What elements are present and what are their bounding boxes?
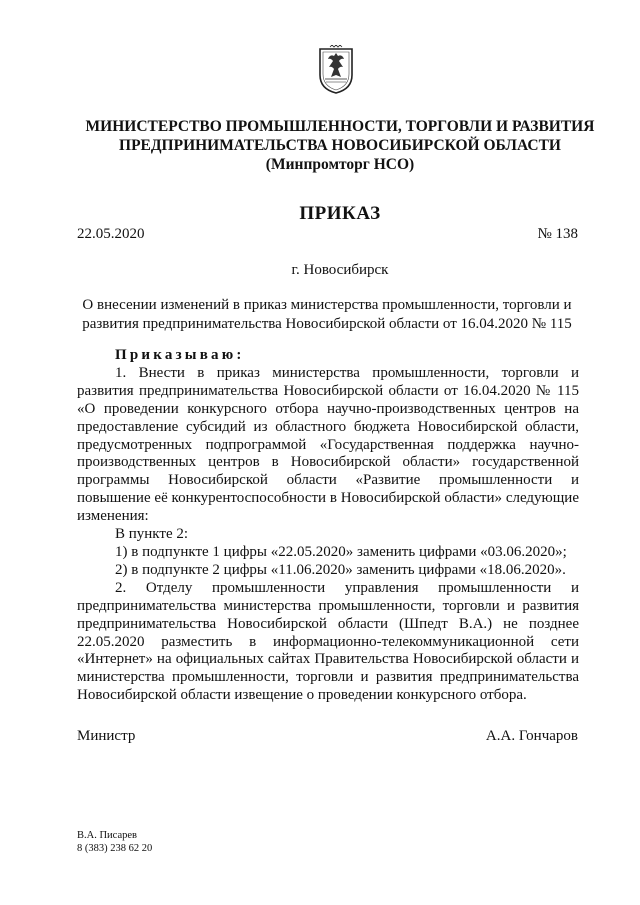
executor-name: В.А. Писарев [77,830,137,841]
document-subject: О внесении изменений в приказ министерства промышленности, торговли и развития предпринимательства Новосибирской области от 16.04.2020 № 115 [82,297,572,332]
order-word: Приказываю: [115,347,245,363]
ministry-short-name: (Минпромторг НСО) [265,156,415,173]
document-title: ПРИКАЗ [299,203,381,224]
ministry-name-line1: МИНИСТЕРСТВО ПРОМЫШЛЕННОСТИ, ТОРГОВЛИ И РАЗВИТИЯ [85,118,595,135]
paragraph-2: 2. Отделу промышленности управления промышленности и предпринимательства министерства промышленности, торговли и развития предпринимательства Новосибирской области (Шпедт В.А.) не позднее 22.05.2020 разместить в информационно-телекоммуникационной сети «Интернет» на официальных сайтах Правительства Новосибирской области и министерства промышленности, торговли и развития предпринимательства Новосибирской области извещение о проведении конкурсного отбора. [77,579,579,704]
ministry-name-line2: ПРЕДПРИНИМАТЕЛЬСТВА НОВОСИБИРСКОЙ ОБЛАСТИ [119,137,561,154]
document-number: № 138 [537,226,578,242]
subpoint-2: 2) в подпункте 2 цифры «11.06.2020» заменить цифрами «18.06.2020». [115,561,566,578]
coat-of-arms-icon [316,45,356,95]
executor-phone: 8 (383) 238 62 20 [77,843,153,854]
signature-name: А.А. Гончаров [485,728,578,744]
document-date: 22.05.2020 [77,226,145,242]
ministry-header [60,117,620,174]
document-body [77,347,579,705]
paragraph-1: 1. Внести в приказ министерства промышленности, торговли и развития предпринимательства Новосибирской области от 16.04.2020 № 115 «О проведении конкурсного отбора научно-производственных центров на предоставление субсидий из областного бюджета Новосибирской области, предусмотренных подпрограммой «Государственная поддержка научно-производственных центров в Новосибирской области» государственной программы Новосибирской области «Развитие промышленности и повышение её конкурентоспособности в Новосибирской области» следующие изменения: [77,364,579,525]
point-intro: В пункте 2: [115,526,189,543]
signature-position: Министр [77,728,136,744]
document-city: г. Новосибирск [291,262,389,278]
executor-info [77,829,152,855]
subpoint-1: 1) в подпункте 1 цифры «22.05.2020» заменить цифрами «03.06.2020»; [115,543,567,560]
